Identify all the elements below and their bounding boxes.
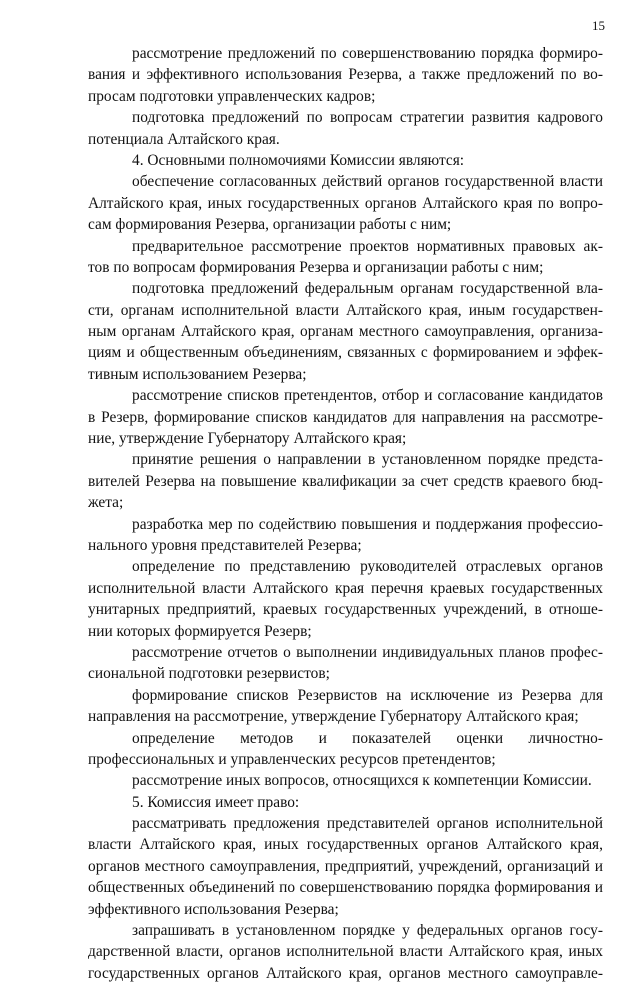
text-line: обеспечение согласованных действий органов государственной власти xyxy=(132,173,603,191)
document-body xyxy=(88,43,603,984)
text-line: тивным использованием Резерва; xyxy=(88,365,307,383)
text-line: дарственной власти, органов исполнительной власти Алтайского края, иных xyxy=(88,943,603,961)
text-line: 4. Основными полномочиями Комиссии являются: xyxy=(132,151,465,169)
text-line: общественных объединений по совершенствованию порядка формирования и xyxy=(88,879,603,897)
text-line: сам формирования Резерва, организации работы с ним; xyxy=(88,216,452,234)
text-line: государственных органов Алтайского края, органов местного самоуправле- xyxy=(88,964,603,982)
text-line: эффективного использования Резерва; xyxy=(88,900,339,918)
text-line: органов местного самоуправления, предприятий, учреждений, организаций и xyxy=(88,857,603,875)
text-line: вания и эффективного использования Резерва, а также предложений по во- xyxy=(88,66,603,84)
text-line: сти, органам исполнительной власти Алтайского края, иным государствен- xyxy=(88,301,603,319)
text-line: запрашивать в установленном порядке у федеральных органов госу- xyxy=(132,922,603,940)
text-line: циям и общественным объединениям, связанных с формированием и эффек- xyxy=(88,344,603,362)
text-line: тов по вопросам формирования Резерва и организации работы с ним; xyxy=(88,258,544,276)
text-line: нии которых формируется Резерв; xyxy=(88,622,312,640)
text-line: сиональной подготовки резервистов; xyxy=(88,665,330,683)
text-line: предварительное рассмотрение проектов нормативных правовых ак- xyxy=(132,237,603,255)
page-number: 15 xyxy=(592,18,605,33)
text-line: нального уровня представителей Резерва; xyxy=(88,536,362,554)
text-line: просам подготовки управленческих кадров; xyxy=(88,87,376,105)
text-line: профессиональных и управленческих ресурсов претендентов; xyxy=(88,750,496,768)
text-line: принятие решения о направлении в установленном порядке предста- xyxy=(132,451,603,469)
text-line: в Резерв, формирование списков кандидатов для направления на рассмотре- xyxy=(88,408,603,426)
text-line: формирование списков Резервистов на исключение из Резерва для xyxy=(132,686,603,704)
text-line: рассмотрение отчетов о выполнении индивидуальных планов профес- xyxy=(132,643,603,661)
text-line: потенциала Алтайского края. xyxy=(88,130,280,148)
text-line: исполнительной власти Алтайского края перечня краевых государственных xyxy=(88,579,603,597)
text-line: унитарных предприятий, краевых государственных учреждений, в отноше- xyxy=(88,601,603,619)
text-line: подготовка предложений федеральным органам государственной вла- xyxy=(132,280,603,298)
text-line: Алтайского края, иных государственных органов Алтайского края по вопро- xyxy=(88,194,603,212)
text-line: определение по представлению руководителей отраслевых органов xyxy=(132,558,603,576)
text-line: рассмотрение предложений по совершенствованию порядка формиро- xyxy=(132,45,603,62)
text-line: власти Алтайского края, иных государственных органов Алтайского края, xyxy=(88,836,603,854)
text-line: ным органам Алтайского края, органам местного самоуправления, организа- xyxy=(88,323,603,341)
text-line: направления на рассмотрение, утверждение Губернатору Алтайского края; xyxy=(88,708,579,726)
text-line: подготовка предложений по вопросам стратегии развития кадрового xyxy=(132,109,603,127)
text-line: рассматривать предложения представителей органов исполнительной xyxy=(132,815,603,833)
text-line: рассмотрение иных вопросов, относящихся к компетенции Комиссии. xyxy=(132,772,592,790)
text-line: рассмотрение списков претендентов, отбор и согласование кандидатов xyxy=(132,387,603,405)
text-line: вителей Резерва на повышение квалификации за счет средств краевого бюд- xyxy=(88,472,603,490)
text-line: жета; xyxy=(88,494,124,512)
text-line: определение методов и показателей оценки личностно- xyxy=(132,729,603,747)
text-line: разработка мер по содействию повышения и поддержания профессио- xyxy=(132,515,603,533)
text-line: ние, утверждение Губернатору Алтайского края; xyxy=(88,430,407,448)
text-line: 5. Комиссия имеет право: xyxy=(132,793,300,811)
